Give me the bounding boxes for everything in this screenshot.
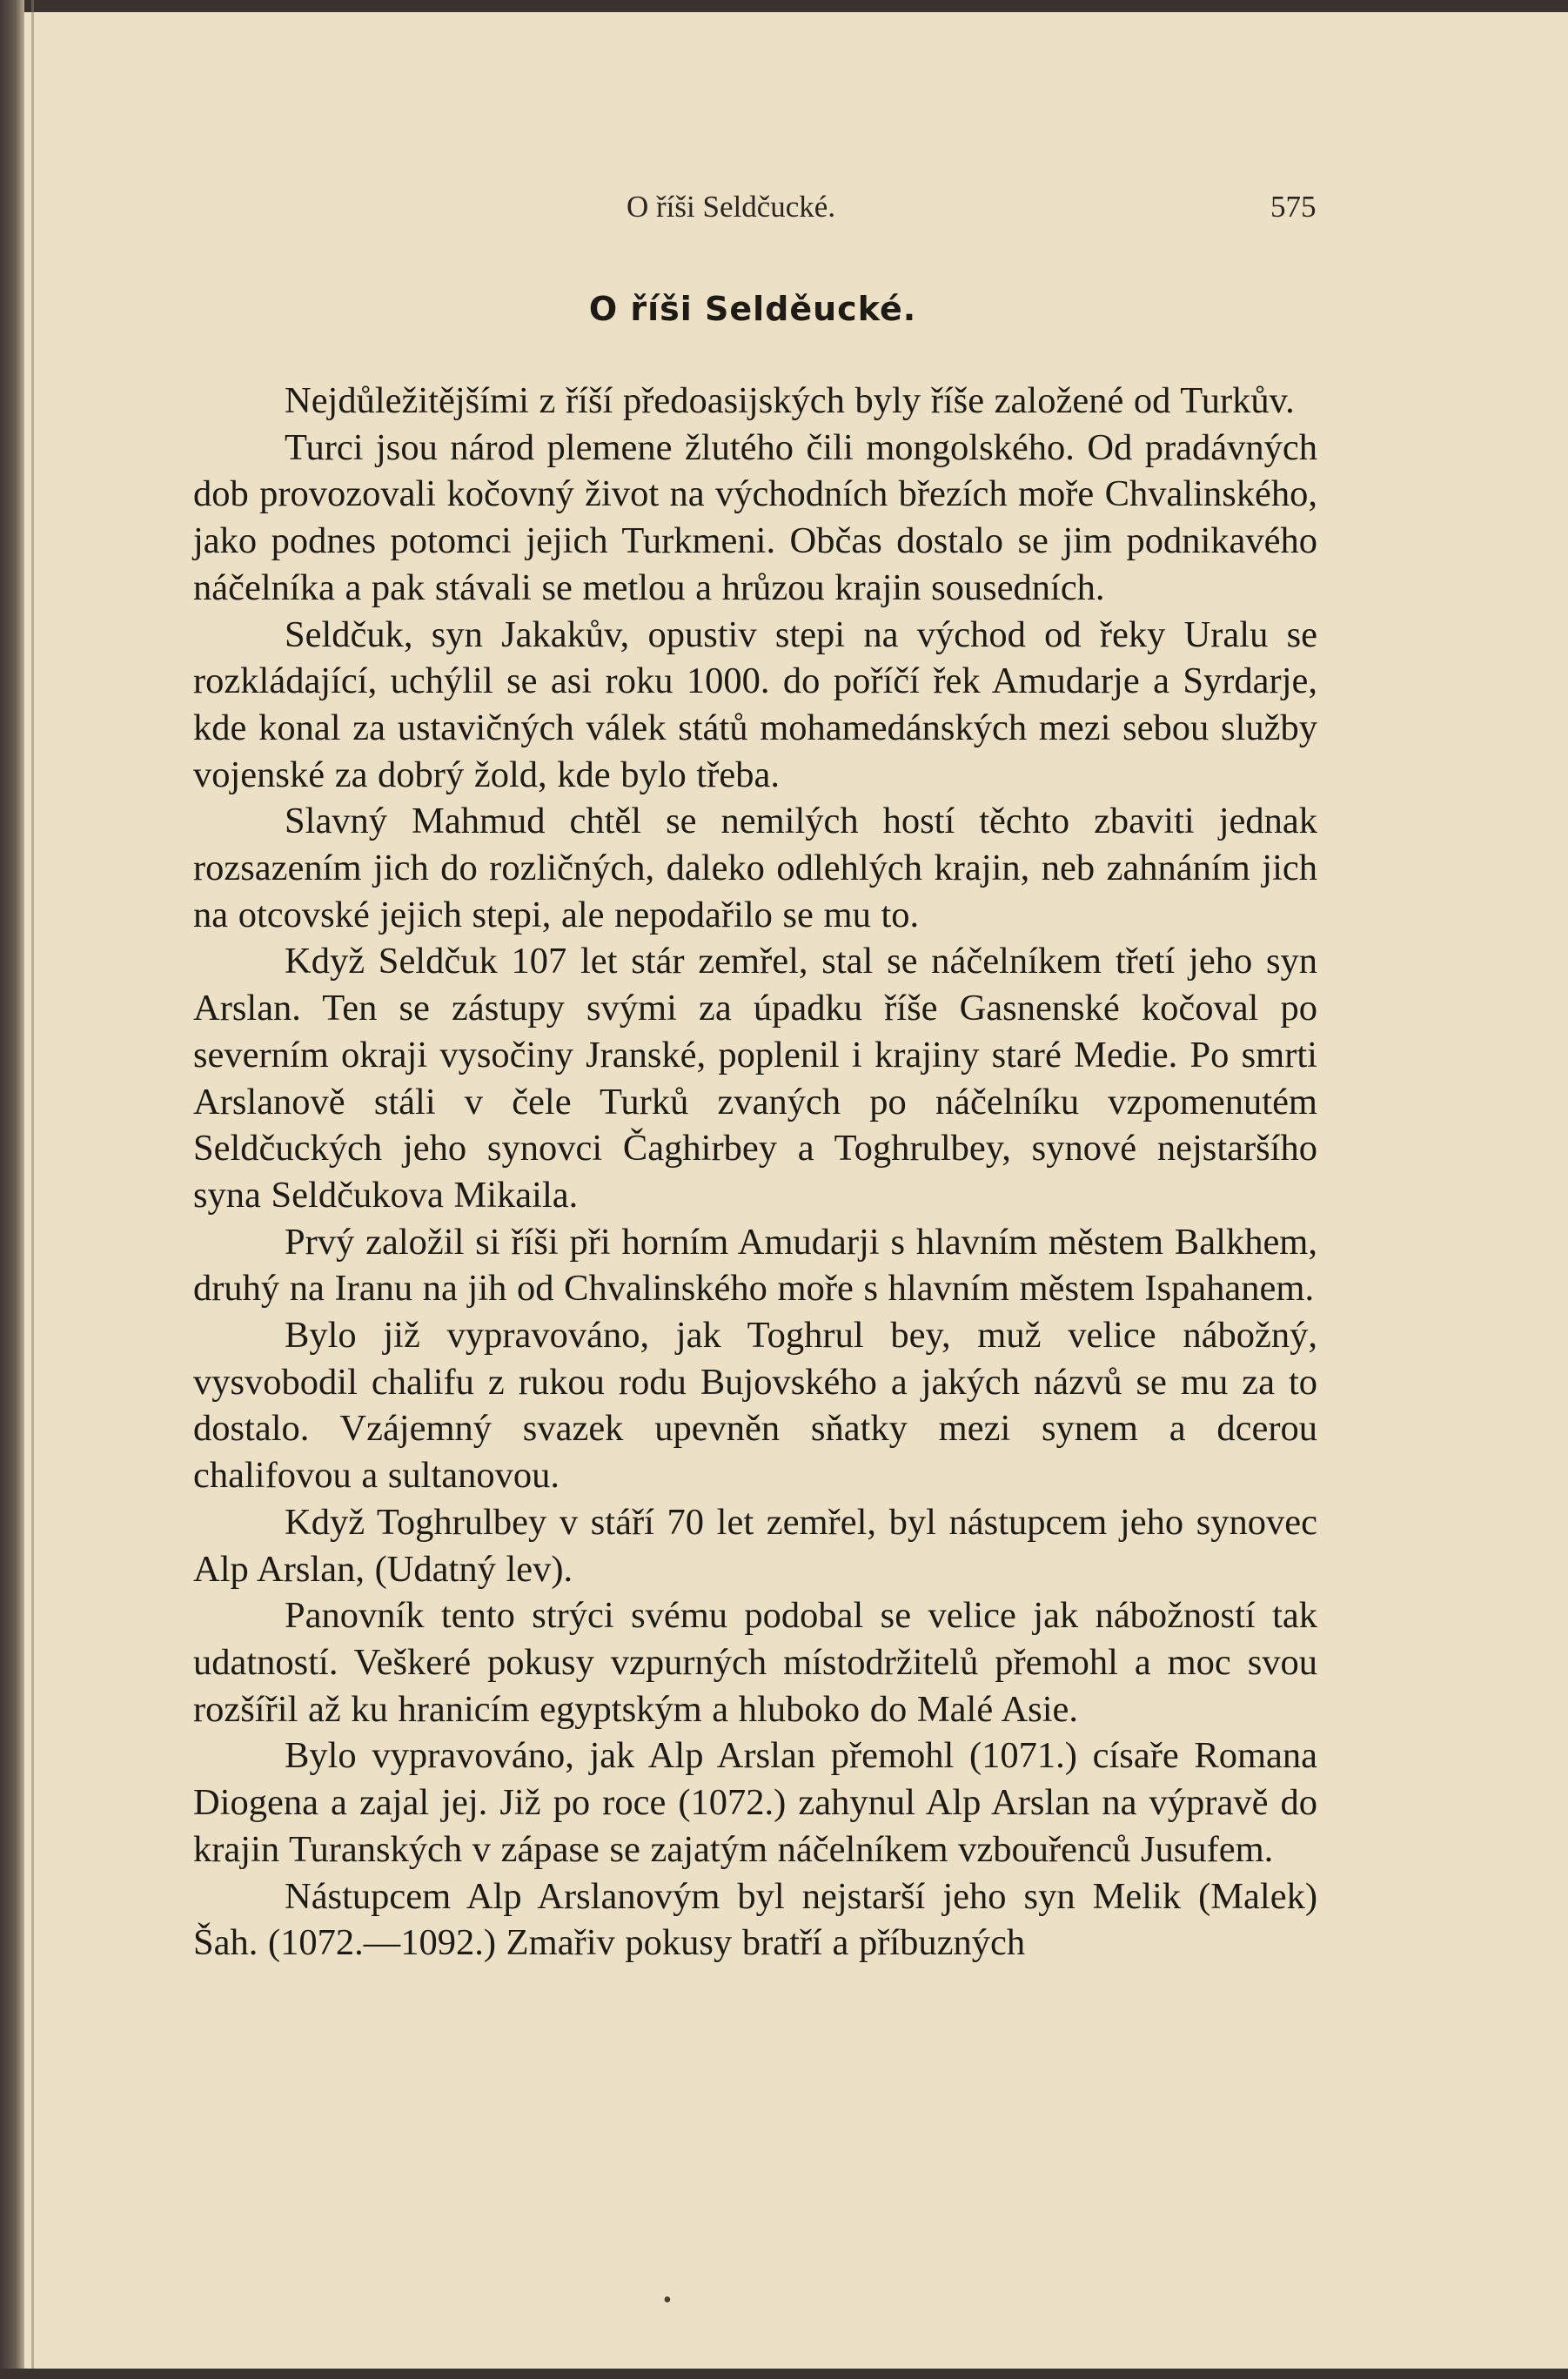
paragraph: Panovník tento strýci svému podobal se velice jak nábožností tak udatností. Veškeré pokusy vzpurných místodržitelů přemohl a moc svou rozšířil až ku hranicím egyptským a hluboko do Malé Asie. [193,1595,1317,1730]
paragraph: Slavný Mahmud chtěl se nemilých hostí těchto zbaviti jednak rozsazením jich do rozličných, daleko odlehlých krajin, neb zahnáním jich na otcovské jejich stepi, ale nepodařilo se mu to. [193,801,1317,935]
chapter-title: O říši Selděucké. [588,290,917,328]
paragraph: Když Toghrulbey v stáří 70 let zemřel, byl nástupcem jeho synovec Alp Arslan, (Udatný lev). [193,1501,1317,1590]
page-bottom-edge [0,2369,1568,2379]
page-number: 575 [1270,190,1317,224]
paragraph: Turci jsou národ plemene žlutého čili mongolského. Od pradávných dob provozovali kočovný život na východních březích moře Chvalinského, jako podnes potomci jejich Turkmeni. Občas dostalo se jim podnikavého náčelníka a pak stávali se metlou a hrůzou krajin sousedních. [193,426,1317,608]
paragraph: Seldčuk, syn Jakakův, opustiv stepi na východ od řeky Uralu se rozkládající, uchýlil se asi roku 1000. do poříčí řek Amudarje a Syrdarje, kde konal za ustavičných válek států mohamedánských mezi sebou služby vojenské za dobrý žold, kde bylo třeba. [193,613,1317,795]
paragraph: Nejdůležitějšími z říší předoasijských byly říše založené od Turkův. [285,380,1295,421]
paragraph: Bylo již vypravováno, jak Toghrul bey, muž velice nábožný, vysvobodil chalifu z rukou rodu Bujovského a jakých názvů se mu za to dostalo. Vzájemný svazek upevněn sňatky mezi synem a dcerou chalifovou a sultanovou. [193,1315,1317,1497]
paragraph: Když Seldčuk 107 let stár zemřel, stal se náčelníkem třetí jeho syn Arslan. Ten se zástupy svými za úpadku říše Gasnenské kočoval po severním okraji vysočiny Jranské, poplenil i krajiny staré Medie. Po smrti Arslanově stáli v čele Turků zvaných po náčelníku vzpomenutém Seldčuckých jeho synovci Čaghirbey a Toghrulbey, synové nejstaršího syna Seldčukova Mikaila. [193,941,1317,1216]
paragraph: Prvý založil si říši při horním Amudarji s hlavním městem Balkhem, druhý na Iranu na jih od Chvalinského moře s hlavním městem Ispahanem. [193,1221,1317,1310]
paragraph: Nástupcem Alp Arslanovým byl nejstarší jeho syn Melik (Malek) Šah. (1072.—1092.) Zmařiv pokusy bratří a příbuzných [193,1875,1317,1964]
paragraph: Bylo vypravováno, jak Alp Arslan přemohl (1071.) císaře Romana Diogena a zajal jej. Již po roce (1072.) zahynul Alp Arslan na výpravě do krajin Turanských v zápase se zajatým náčelníkem vzbouřenců Jusufem. [193,1735,1317,1870]
running-head: O říši Seldčucké. [627,190,836,224]
page-top-edge [0,0,1568,12]
body-text [193,378,1317,1967]
spine-shadow [31,0,34,2379]
ink-speck: • [663,2287,672,2314]
binding-edge [0,0,24,2379]
